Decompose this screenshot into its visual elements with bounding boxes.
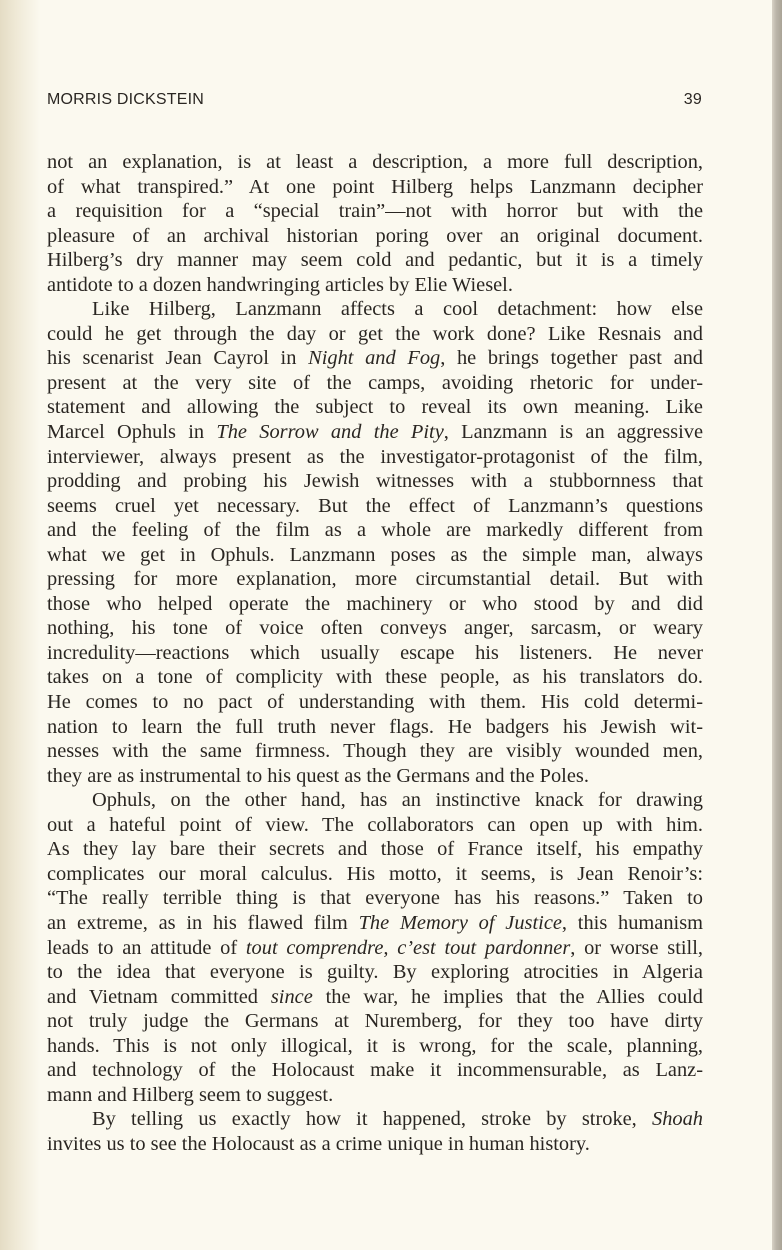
italic-title: Shoah (652, 1108, 703, 1131)
text-line (47, 936, 703, 961)
paragraph (47, 297, 703, 788)
text-run: pleasure of an archival historian poring over an original document. (47, 224, 703, 247)
text-run: interviewer, always present as the investigator-protagonist of the film, (47, 445, 703, 468)
text-run: , this humanism (561, 911, 703, 934)
text-run: , Lanzmann is an aggressive (443, 421, 704, 444)
text-line (47, 911, 703, 936)
paragraph (47, 1107, 703, 1156)
body-text (47, 150, 703, 1156)
text-line (47, 469, 703, 494)
text-run: and the feeling of the film as a whole are markedly different from (47, 519, 703, 542)
text-run: prodding and probing his Jewish witnesses with a stubbornness that (47, 470, 703, 493)
text-run: takes on a tone of complicity with these people, as his translators do. (47, 666, 703, 689)
text-line (47, 813, 703, 838)
text-line (47, 1034, 703, 1059)
text-run: could he get through the day or get the work done? Like Resnais and (47, 322, 703, 345)
text-run: a requisition for a “special train”—not with horror but with the (47, 200, 703, 223)
text-line (47, 1009, 703, 1034)
text-line (47, 862, 703, 887)
text-run: As they lay bare their secrets and those of France itself, his empathy (47, 838, 703, 861)
text-run: , he brings together past and (440, 347, 704, 370)
text-run: Hilberg’s dry manner may seem cold and pedantic, but it is a timely (47, 249, 703, 272)
running-head-author: MORRIS DICKSTEIN (47, 91, 204, 108)
text-line (47, 224, 703, 249)
text-run: By telling us exactly how it happened, stroke by stroke, (92, 1108, 653, 1131)
text-line (47, 445, 703, 470)
text-line (47, 567, 703, 592)
text-run: not an explanation, is at least a description, a more full description, (47, 151, 703, 173)
text-line (47, 1083, 703, 1108)
text-line (47, 199, 703, 224)
text-line (47, 543, 703, 568)
text-run: and technology of the Holocaust make it incommensurable, as Lanz- (47, 1059, 703, 1082)
text-line (47, 175, 703, 200)
italic-title: tout comprendre, c’est tout pardonner (245, 936, 571, 959)
text-run: his scenarist Jean Cayrol in (47, 347, 309, 370)
text-line (47, 985, 703, 1010)
text-line (47, 837, 703, 862)
text-run: nation to learn the full truth never flags. He badgers his Jewish wit- (47, 715, 703, 738)
text-line (47, 248, 703, 273)
text-line (47, 518, 703, 543)
text-run: incredulity—reactions which usually escape his listeners. He never (47, 641, 703, 664)
text-run: He comes to no pact of understanding with them. His cold determi- (47, 691, 703, 714)
text-line (47, 322, 703, 347)
text-line (47, 690, 703, 715)
text-line (47, 665, 703, 690)
text-line (47, 346, 703, 371)
text-run: they are as instrumental to his quest as the Germans and the Poles. (47, 764, 589, 787)
paragraph (47, 150, 703, 297)
italic-title: Night and Fog (308, 347, 441, 370)
text-line (47, 1107, 703, 1132)
text-run: what we get in Ophuls. Lanzmann poses as the simple man, always (47, 543, 703, 566)
page-edge (772, 0, 782, 1250)
text-run: out a hateful point of view. The collaborators can open up with him. (47, 813, 703, 836)
text-line (47, 273, 703, 298)
text-line (47, 886, 703, 911)
text-line (47, 641, 703, 666)
text-line (47, 150, 703, 175)
text-run: those who helped operate the machinery or who stood by and did (47, 592, 703, 615)
text-run: nothing, his tone of voice often conveys anger, sarcasm, or weary (47, 617, 703, 640)
text-run: mann and Hilberg seem to suggest. (47, 1083, 334, 1106)
text-run: hands. This is not only illogical, it is wrong, for the scale, planning, (47, 1034, 703, 1057)
text-run: and Vietnam committed (47, 985, 271, 1008)
text-line (47, 297, 703, 322)
text-line (47, 764, 703, 789)
text-run: to the idea that everyone is guilty. By exploring atrocities in Algeria (47, 961, 703, 984)
page-gutter-shadow (0, 0, 40, 1250)
text-line (47, 371, 703, 396)
text-line (47, 960, 703, 985)
running-head (47, 91, 702, 109)
text-run: present at the very site of the camps, avoiding rhetoric for under- (47, 371, 703, 394)
italic-title: The Sorrow and the Pity (216, 421, 444, 444)
paragraph (47, 788, 703, 1107)
text-run: nesses with the same firmness. Though they are visibly wounded men, (47, 740, 703, 763)
text-line (47, 420, 703, 445)
text-line (47, 1058, 703, 1083)
text-run: Like Hilberg, Lanzmann affects a cool detachment: how else (92, 298, 703, 321)
text-run: of what transpired.” At one point Hilberg helps Lanzmann decipher (47, 175, 703, 198)
text-run: not truly judge the Germans at Nuremberg, for they too have dirty (47, 1010, 703, 1033)
text-run: antidote to a dozen handwringing articles by Elie Wiesel. (47, 273, 513, 296)
text-line (47, 592, 703, 617)
text-line (47, 788, 703, 813)
text-run: “The really terrible thing is that everyone has his reasons.” Taken to (47, 887, 703, 910)
text-run: , or worse still, (570, 936, 703, 959)
page-number: 39 (683, 91, 702, 108)
text-line (47, 494, 703, 519)
text-line (47, 715, 703, 740)
text-run: leads to an attitude of (47, 936, 246, 959)
text-line (47, 739, 703, 764)
text-run: an extreme, as in his flawed film (47, 911, 359, 934)
text-run: seems cruel yet necessary. But the effect of Lanzmann’s questions (47, 494, 703, 517)
text-run: the war, he implies that the Allies could (312, 985, 703, 1008)
text-run: pressing for more explanation, more circumstantial detail. But with (47, 568, 703, 591)
text-run: complicates our moral calculus. His motto, it seems, is Jean Renoir’s: (47, 862, 703, 885)
text-line (47, 616, 703, 641)
text-run: invites us to see the Holocaust as a crime unique in human history. (47, 1132, 590, 1155)
italic-title: The Memory of Justice (358, 911, 562, 934)
text-run: Marcel Ophuls in (47, 421, 217, 444)
text-run: statement and allowing the subject to reveal its own meaning. Like (47, 396, 703, 419)
text-run: Ophuls, on the other hand, has an instinctive knack for drawing (92, 789, 703, 812)
text-line (47, 1132, 703, 1157)
italic-title: since (270, 985, 313, 1008)
text-line (47, 395, 703, 420)
